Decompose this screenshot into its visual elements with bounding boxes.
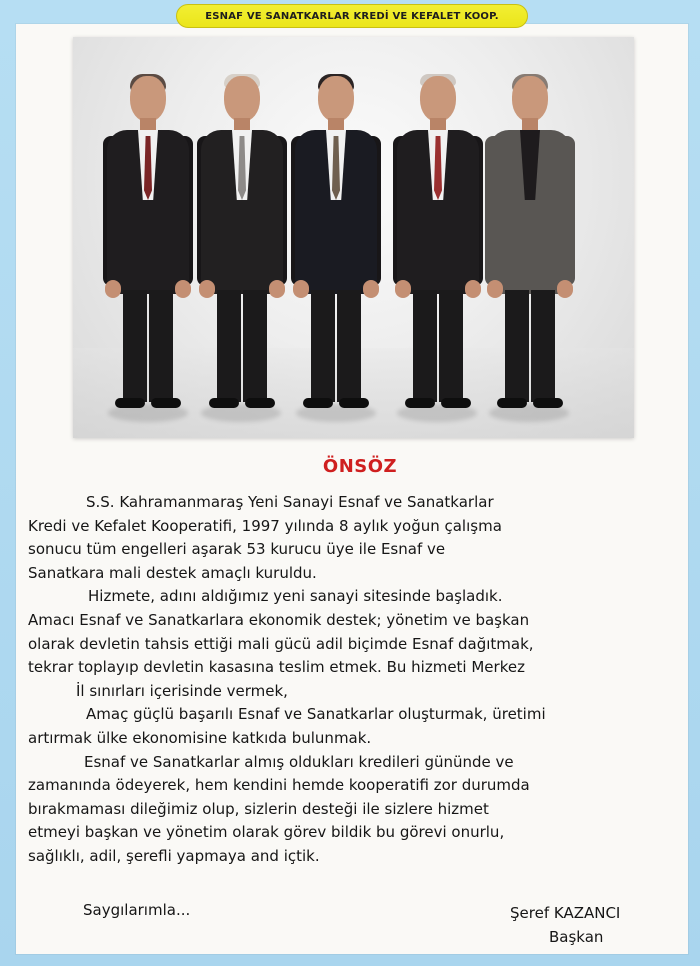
signature-block — [510, 901, 630, 949]
person-head — [512, 76, 548, 122]
person-shoe-left — [405, 398, 435, 408]
person-shoe-left — [497, 398, 527, 408]
person-leg-right — [531, 290, 555, 402]
signature-name: Şeref KAZANCI — [510, 904, 621, 922]
body-line: İl sınırları içerisinde vermek, — [76, 681, 288, 700]
person-3 — [291, 76, 381, 416]
person-leg-left — [123, 290, 147, 402]
person-2 — [197, 76, 287, 416]
body-line: etmeyi başkan ve yönetim olarak görev bildik bu görevi onurlu, — [28, 823, 505, 842]
person-leg-right — [337, 290, 361, 402]
person-shoe-left — [115, 398, 145, 408]
person-leg-right — [439, 290, 463, 402]
person-5 — [485, 76, 575, 416]
person-hand-right — [465, 280, 481, 298]
body-line: tekrar toplayıp devletin kasasına teslim etmek. Bu hizmeti Merkez — [28, 658, 525, 677]
body-line: olarak devletin tahsis ettiği mali gücü adil biçimde Esnaf dağıtmak, — [28, 634, 534, 653]
body-line: zamanında ödeyerek, hem kendini hemde kooperatifi zor durumda — [28, 776, 530, 795]
person-shoe-left — [303, 398, 333, 408]
person-hand-left — [199, 280, 215, 298]
person-shoe-left — [209, 398, 239, 408]
person-hand-right — [269, 280, 285, 298]
organization-title: ESNAF VE SANATKARLAR KREDİ VE KEFALET KOOP. — [205, 10, 499, 22]
body-line: Kredi ve Kefalet Kooperatifi, 1997 yılında 8 aylık yoğun çalışma — [28, 516, 502, 535]
person-hand-right — [557, 280, 573, 298]
person-4 — [393, 76, 483, 416]
person-head — [420, 76, 456, 122]
signature-title: Başkan — [549, 928, 604, 946]
group-photo — [73, 37, 634, 438]
section-title: ÖNSÖZ — [322, 456, 398, 477]
person-leg-left — [217, 290, 241, 402]
body-line: Amaç güçlü başarılı Esnaf ve Sanatkarlar oluşturmak, üretimi — [86, 705, 546, 724]
body-line: sonucu tüm engelleri aşarak 53 kurucu üye ile Esnaf ve — [28, 540, 446, 559]
person-hand-right — [175, 280, 191, 298]
person-leg-right — [149, 290, 173, 402]
preface-body — [28, 491, 674, 869]
person-shoe-right — [533, 398, 563, 408]
person-1 — [103, 76, 193, 416]
person-leg-right — [243, 290, 267, 402]
body-line: Amacı Esnaf ve Sanatkarlara ekonomik destek; yönetim ve başkan — [28, 610, 530, 629]
person-hand-left — [293, 280, 309, 298]
person-head — [224, 76, 260, 122]
person-shoe-right — [339, 398, 369, 408]
person-leg-left — [505, 290, 529, 402]
person-head — [130, 76, 166, 122]
person-leg-left — [413, 290, 437, 402]
person-hand-left — [395, 280, 411, 298]
body-line: sağlıklı, adil, şerefli yapmaya and içtik. — [28, 846, 320, 865]
person-shoe-right — [245, 398, 275, 408]
person-hand-left — [487, 280, 503, 298]
body-line: Sanatkara mali destek amaçlı kuruldu. — [28, 563, 317, 582]
body-line: Esnaf ve Sanatkarlar almış oldukları kredileri gününde ve — [84, 752, 514, 771]
person-hand-left — [105, 280, 121, 298]
person-head — [318, 76, 354, 122]
person-leg-left — [311, 290, 335, 402]
person-shoe-right — [151, 398, 181, 408]
person-hand-right — [363, 280, 379, 298]
person-shoe-right — [441, 398, 471, 408]
organization-banner — [176, 4, 528, 28]
body-line: bırakmaması dileğimiz olup, sizlerin desteği ile sizlere hizmet — [28, 799, 489, 818]
body-line: artırmak ülke ekonomisine katkıda bulunmak. — [28, 728, 372, 747]
body-line: Hizmete, adını aldığımız yeni sanayi sitesinde başladık. — [88, 587, 503, 606]
body-line: S.S. Kahramanmaraş Yeni Sanayi Esnaf ve Sanatkarlar — [86, 493, 494, 511]
closing-text: Saygılarımla... — [83, 901, 191, 919]
